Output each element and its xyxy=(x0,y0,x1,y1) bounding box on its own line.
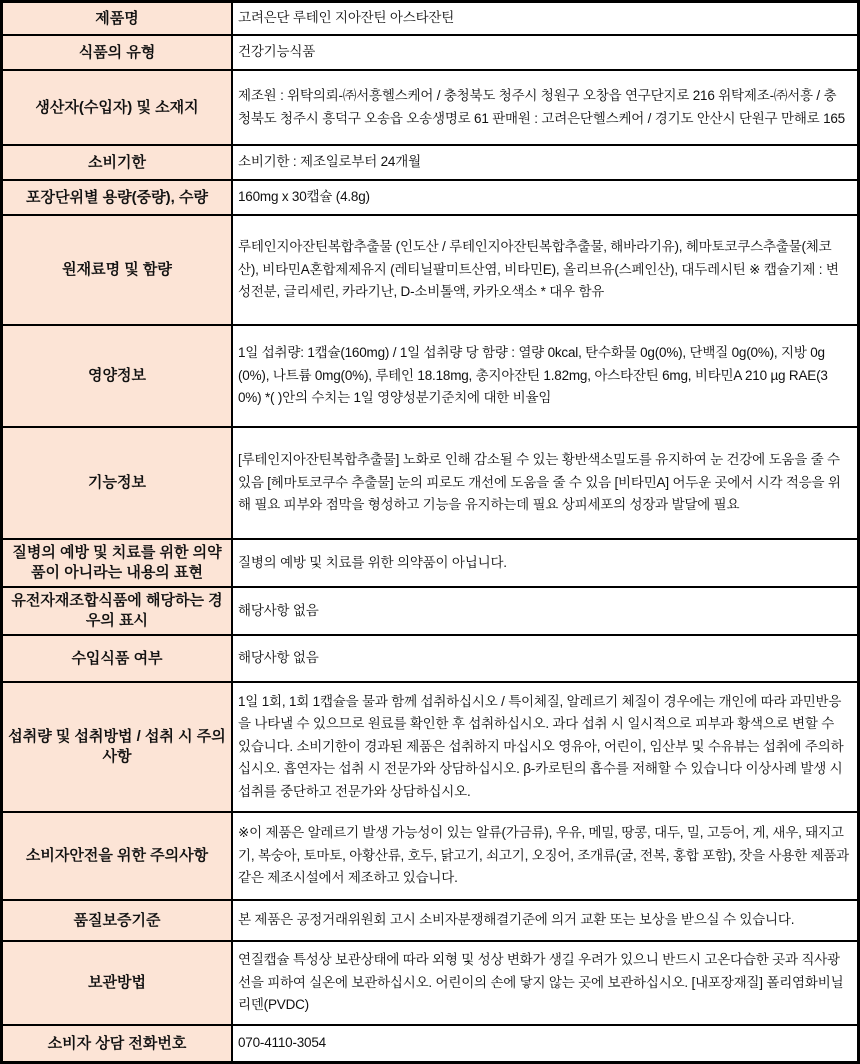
label-not-medicine-statement: 질병의 예방 및 치료를 위한 의약품이 아니라는 내용의 표현 xyxy=(3,540,233,586)
label-shelf-life: 소비기한 xyxy=(3,146,233,179)
table-row-imported-food xyxy=(3,636,857,683)
table-row-storage-method xyxy=(3,942,857,1026)
label-intake-method-precautions: 섭취량 및 섭취방법 / 섭취 시 주의사항 xyxy=(3,683,233,811)
label-ingredients: 원재료명 및 함량 xyxy=(3,216,233,324)
label-gmo-labeling: 유전자재조합식품에 해당하는 경우의 표시 xyxy=(3,588,233,634)
label-nutrition-info: 영양정보 xyxy=(3,326,233,426)
table-row-package-volume xyxy=(3,181,857,216)
value-consumer-safety-precautions: ※이 제품은 알레르기 발생 가능성이 있는 알류(가금류), 우유, 메밀, 땅콩, 대두, 밀, 고등어, 게, 새우, 돼지고기, 복숭아, 토마토, 아황산류, 호두, 닭고기, 쇠고기, 오징어, 조개류(굴, 전복, 홍합 포함), 잣을 사용한 제품과 같은 제조시설에서 제조하고 있습니다. xyxy=(233,813,857,899)
label-package-volume: 포장단위별 용량(중량), 수량 xyxy=(3,181,233,214)
table-row-not-medicine-statement xyxy=(3,540,857,588)
label-imported-food: 수입식품 여부 xyxy=(3,636,233,681)
label-product-name: 제품명 xyxy=(3,3,233,34)
value-shelf-life: 소비기한 : 제조일로부터 24개월 xyxy=(233,146,857,179)
value-quality-assurance: 본 제품은 공정거래위원회 고시 소비자분쟁해결기준에 의거 교환 또는 보상을 받으실 수 있습니다. xyxy=(233,901,857,940)
value-ingredients: 루테인지아잔틴복합추출물 (인도산 / 루테인지아잔틴복합추출물, 해바라기유), 헤마토코쿠스추출물(체코산), 비타민A혼합제제유지 (레티닐팔미트산염, 비타민E), 올리브유(스페인산), 대두레시틴 ※ 캡슐기제 : 변성전분, 글리세린, 카라기난, D-소비톨액, 카카오색소 * 대우 함유 xyxy=(233,216,857,324)
value-consumer-phone: 070-4110-3054 xyxy=(233,1026,857,1061)
value-manufacturer-location: 제조원 : 위탁의뢰-㈜서흥헬스케어 / 충청북도 청주시 청원구 오창읍 연구단지로 216 위탁제조-㈜서흥 / 충청북도 청주시 흥덕구 오송읍 오송생명로 61 판매원 : 고려은단헬스케어 / 경기도 안산시 단원구 만해로 165 xyxy=(233,71,857,144)
value-not-medicine-statement: 질병의 예방 및 치료를 위한 의약품이 아닙니다. xyxy=(233,540,857,586)
label-manufacturer-location: 생산자(수입자) 및 소재지 xyxy=(3,71,233,144)
value-storage-method: 연질캡슐 특성상 보관상태에 따라 외형 및 성상 변화가 생길 우려가 있으니 반드시 고온다습한 곳과 직사광선을 피하여 실온에 보관하십시오. 어린이의 손에 닿지 않는 곳에 보관하십시오. [내포장재질] 폴리염화비닐리덴(PVDC) xyxy=(233,942,857,1024)
label-function-info: 기능정보 xyxy=(3,428,233,538)
table-row-consumer-safety-precautions xyxy=(3,813,857,901)
table-row-quality-assurance xyxy=(3,901,857,942)
label-quality-assurance: 품질보증기준 xyxy=(3,901,233,940)
value-gmo-labeling: 해당사항 없음 xyxy=(233,588,857,634)
label-consumer-safety-precautions: 소비자안전을 위한 주의사항 xyxy=(3,813,233,899)
value-food-type: 건강기능식품 xyxy=(233,36,857,69)
value-package-volume: 160mg x 30캡슐 (4.8g) xyxy=(233,181,857,214)
table-row-gmo-labeling xyxy=(3,588,857,636)
table-row-product-name xyxy=(3,3,857,36)
label-consumer-phone: 소비자 상담 전화번호 xyxy=(3,1026,233,1061)
table-row-consumer-phone xyxy=(3,1026,857,1061)
value-product-name: 고려은단 루테인 지아잔틴 아스타잔틴 xyxy=(233,3,857,34)
table-row-shelf-life xyxy=(3,146,857,181)
value-intake-method-precautions: 1일 1회, 1회 1캡슐을 물과 함께 섭취하십시오 / 특이체질, 알레르기 체질이 경우에는 개인에 따라 과민반응을 나타낼 수 있으므로 원료를 확인한 후 섭취하십시오. 과다 섭취 시 일시적으로 피부과 황색으로 변할 수 있습니다. 소비기한이 경과된 제품은 섭취하지 마십시오 영유아, 어린이, 임산부 및 수유뷰는 섭취에 주의하십시오. 흡연자는 섭취 시 전문가와 상담하십시오. β-카로틴의 흡수를 저해할 수 있습니다 이상사례 발생 시 섭취를 중단하고 전문가와 상담하십시오. xyxy=(233,683,857,811)
label-storage-method: 보관방법 xyxy=(3,942,233,1024)
value-function-info: [루테인지아잔틴복합추출물] 노화로 인해 감소될 수 있는 황반색소밀도를 유지하여 눈 건강에 도움을 줄 수 있음 [헤마토코쿠수 추출물] 눈의 피로도 개선에 도움을 줄 수 있음 [비타민A] 어두운 곳에서 시각 적응을 위해 필요 피부와 점막을 형성하고 기능을 유지하는데 필요 상피세포의 성장과 발달에 필요 xyxy=(233,428,857,538)
table-row-food-type xyxy=(3,36,857,71)
value-imported-food: 해당사항 없음 xyxy=(233,636,857,681)
table-row-function-info xyxy=(3,428,857,540)
table-row-manufacturer-location xyxy=(3,71,857,146)
table-row-nutrition-info xyxy=(3,326,857,428)
value-nutrition-info: 1일 섭취량: 1캡슐(160mg) / 1일 섭취량 당 함량 : 열량 0kcal, 탄수화물 0g(0%), 단백질 0g(0%), 지방 0g(0%), 나트륨 0mg(0%), 루테인 18.18mg, 총지아잔틴 1.82mg, 아스타잔틴 6mg, 비타민A 210 µg RAE(30%) *( )안의 수치는 1일 영양성분기준치에 대한 비율임 xyxy=(233,326,857,426)
label-food-type: 식품의 유형 xyxy=(3,36,233,69)
table-row-intake-method-precautions xyxy=(3,683,857,813)
table-row-ingredients xyxy=(3,216,857,326)
